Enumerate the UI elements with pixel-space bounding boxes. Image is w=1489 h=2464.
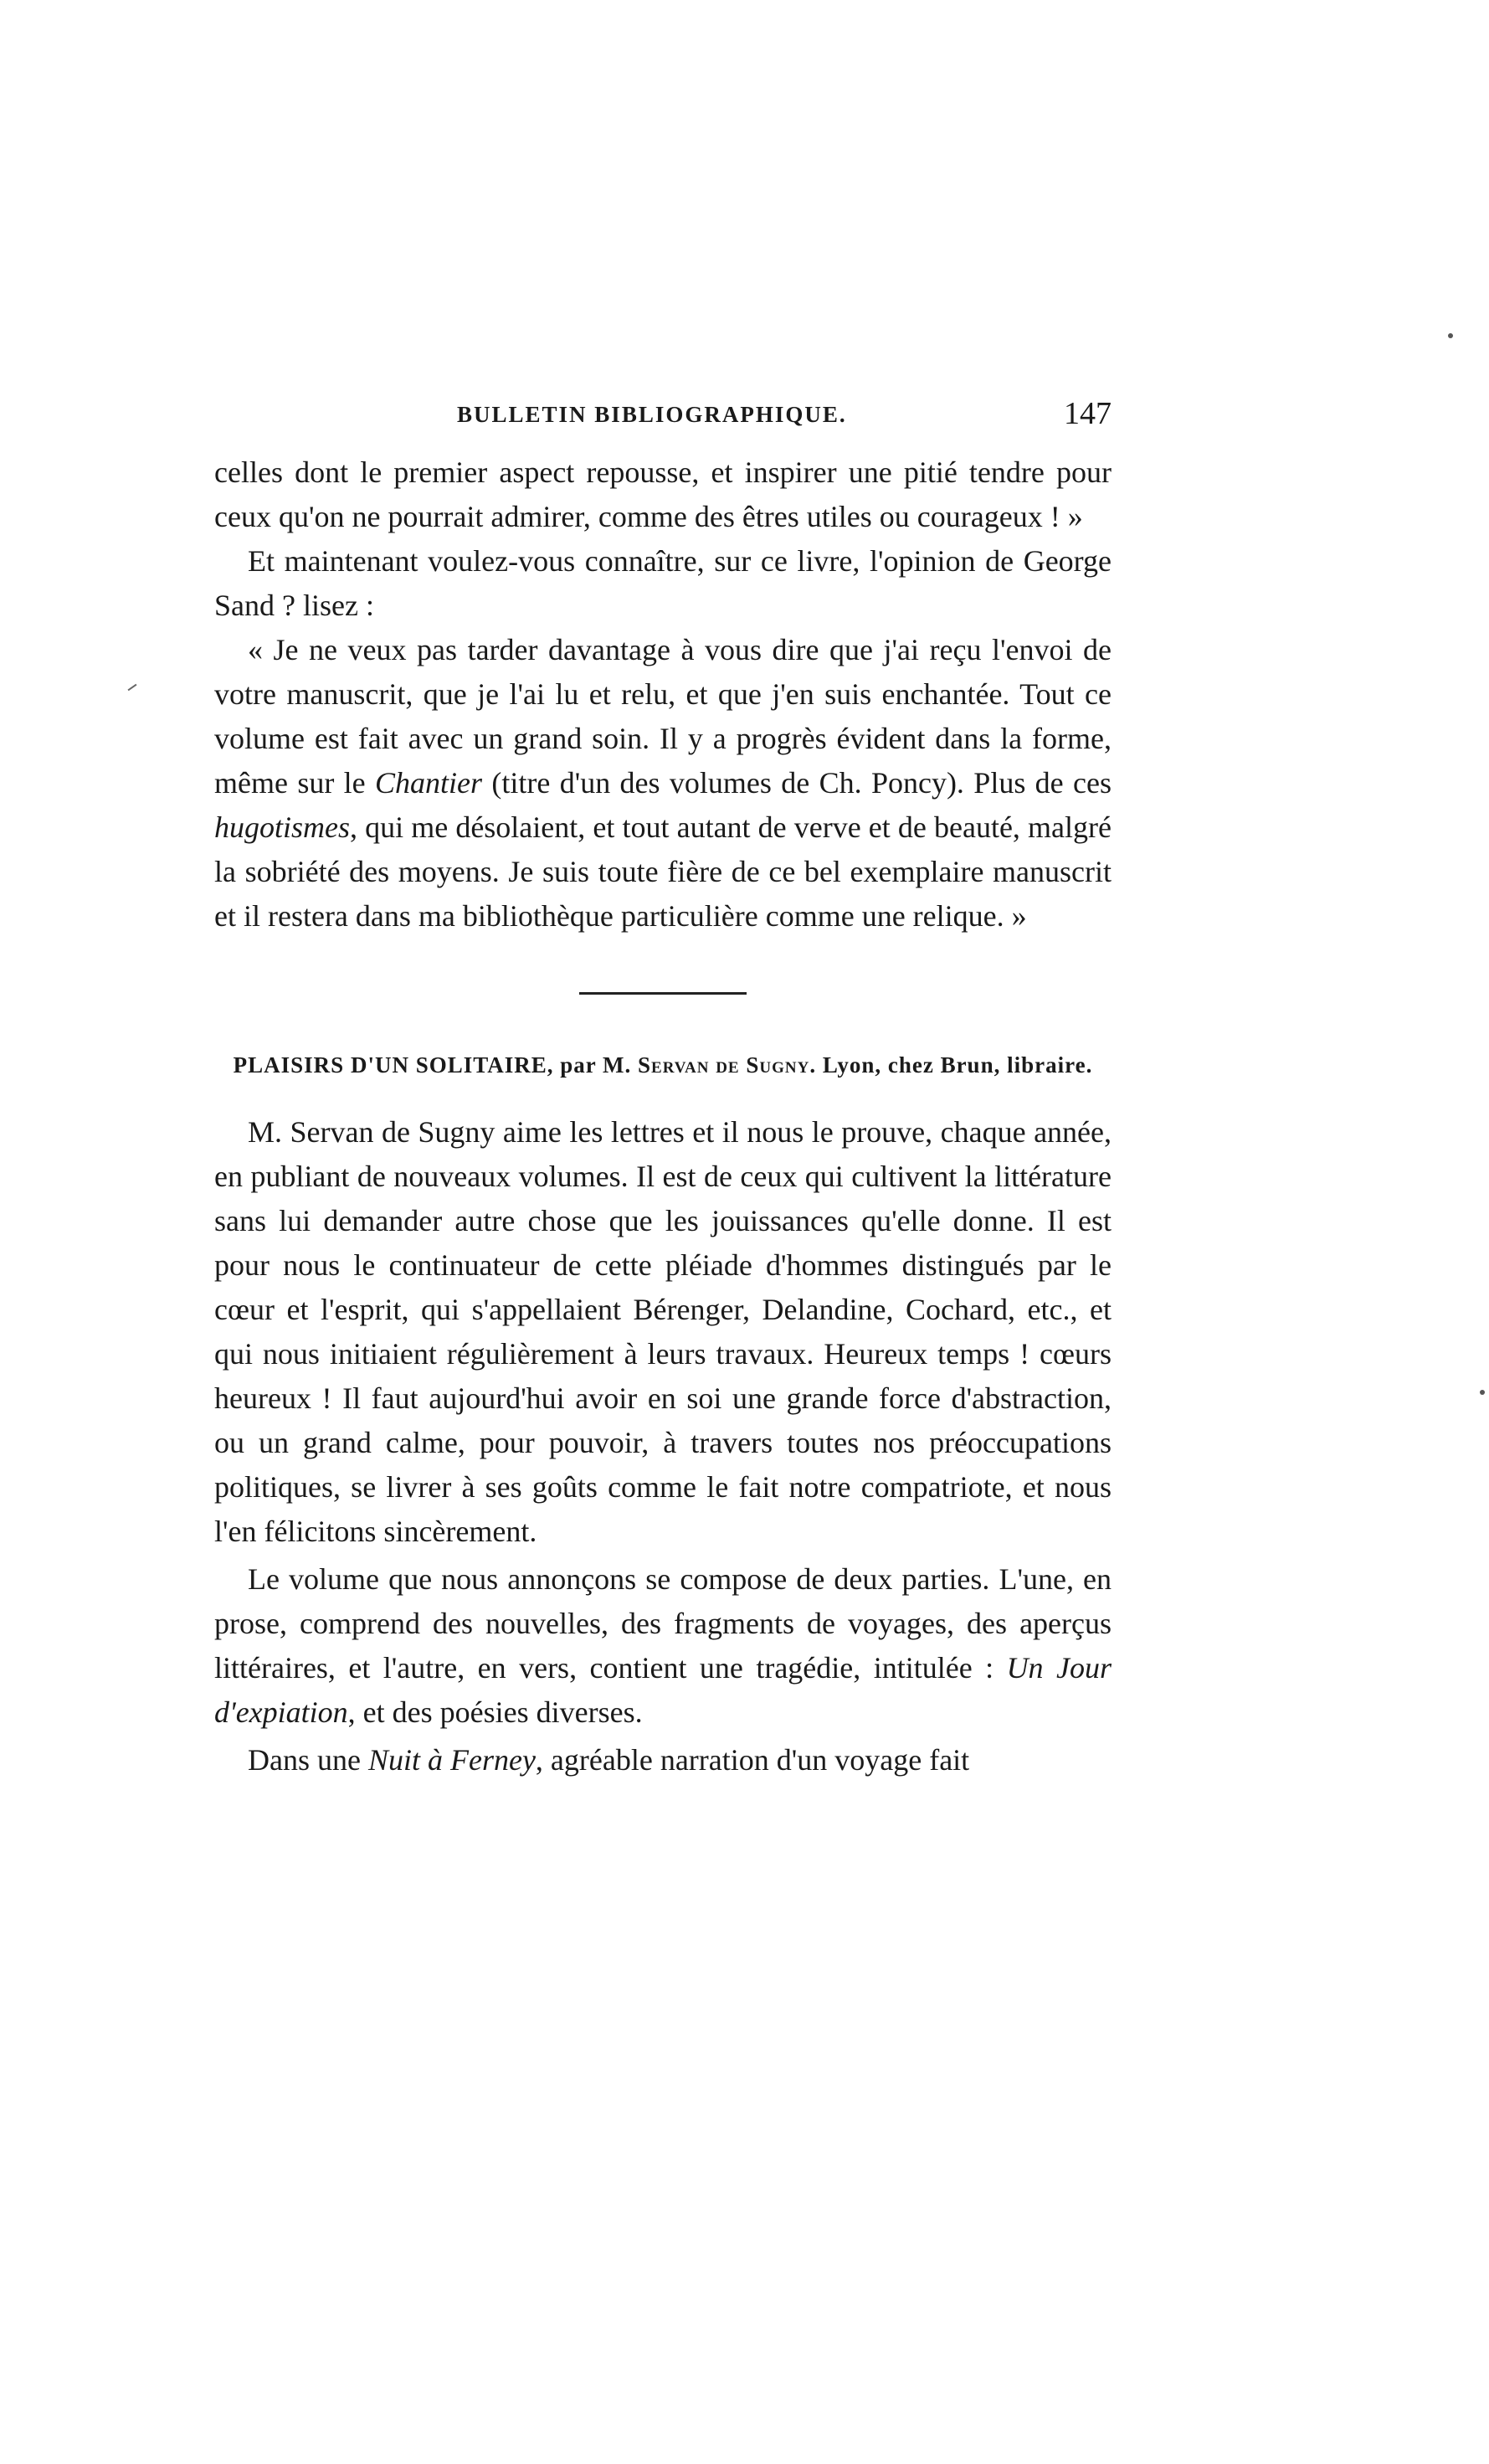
paragraph-text: , agréable narration d'un voyage fait <box>535 1743 970 1777</box>
paragraph-italic-title: Un Jour d'expiation <box>214 1651 1112 1729</box>
paragraph-review-2 <box>214 1557 1112 1735</box>
paragraph-george-sand-intro: Et maintenant voulez-vous connaître, sur ce livre, l'opinion de George Sand ? lisez : <box>214 544 1112 622</box>
section-title-author: Servan de Sugny <box>638 1052 810 1078</box>
section-title <box>214 1045 1112 1085</box>
page-header <box>214 396 1112 450</box>
quote-text: , qui me désolaient, et tout autant de verve et de beauté, malgré la sobriété des moyens. Je suis toute fière de ce bel exemplaire manuscrit et il restera dans ma bibliothèque particulière comme une relique. » <box>214 810 1112 933</box>
paragraph-italic-title: Nuit à Ferney <box>367 1743 536 1777</box>
margin-speck <box>1480 1390 1485 1395</box>
paragraph-review-3 <box>214 1738 1112 1782</box>
paragraph-text: , et des poésies diverses. <box>347 1695 643 1729</box>
page-number: 147 <box>1064 396 1112 431</box>
section-title-main: PLAISIRS D'UN SOLITAIRE, par M. <box>233 1052 638 1078</box>
section-title-rest: . Lyon, chez Brun, libraire. <box>809 1052 1093 1078</box>
paragraph-text: Le volume que nous annonçons se compose de deux parties. L'une, en prose, comprend des nouvelles, des fragments de voyages, des aperçus littéraires, et l'autre, en vers, contient une tragédie, intitulée : <box>214 1562 1112 1685</box>
running-head: BULLETIN BIBLIOGRAPHIQUE. <box>457 402 847 427</box>
section-divider <box>579 992 747 995</box>
quote-text: « Je ne veux pas tarder davantage à vous dire que j'ai reçu l'envoi de votre manuscrit, que je l'ai lu et relu, et que j'en suis enchantée. Tout ce volume est fait avec un grand soin. Il y a progrès évident dans la forme, même sur le <box>214 633 1112 800</box>
quote-italic-word: hugotismes <box>214 810 350 844</box>
quote-text: (titre d'un des volumes de Ch. Poncy). Plus de ces <box>482 766 1112 800</box>
paragraph-text: Dans une <box>248 1743 368 1777</box>
margin-speck <box>1448 333 1453 338</box>
paragraph-continuation: celles dont le premier aspect repousse, et inspirer une pitié tendre pour ceux qu'on ne pourrait admirer, comme des êtres utiles ou courageux ! » <box>214 455 1112 533</box>
paragraph-review-1: M. Servan de Sugny aime les lettres et il nous le prouve, chaque année, en publiant de nouveaux volumes. Il est de ceux qui cultivent la littérature sans lui demander autre chose que les jouissances qu'elle donne. Il est pour nous le continuateur de cette pléiade d'hommes distingués par le cœur et l'esprit, qui s'appellaient Bérenger, Delandine, Cochard, etc., et qui nous initiaient régulièrement à leurs travaux. Heureux temps ! cœurs heureux ! Il faut aujourd'hui avoir en soi une grande force d'abstraction, ou un grand calme, pour pouvoir, à travers toutes nos préoccupations politiques, se livrer à ses goûts comme le fait notre compatriote, et nous l'en félicitons sincèrement. <box>214 1115 1112 1548</box>
margin-tick <box>128 684 137 692</box>
quote-george-sand <box>214 628 1112 939</box>
text-column <box>214 396 1112 1782</box>
quote-italic-title: Chantier <box>375 766 483 800</box>
